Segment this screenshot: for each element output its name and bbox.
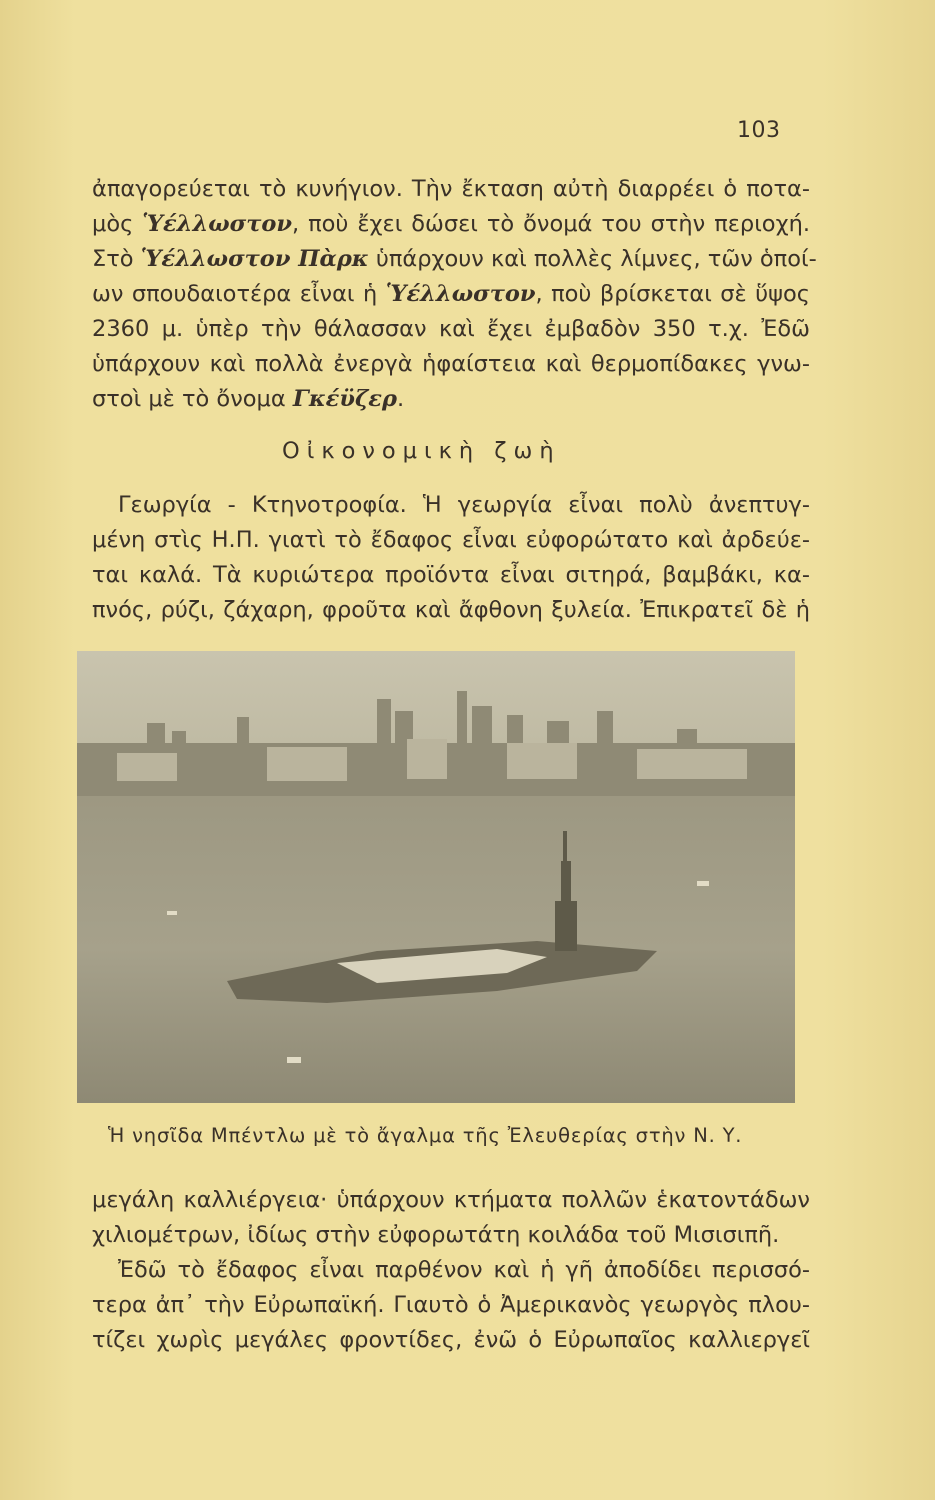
photo-illustration [77,651,795,1103]
text-line: μεγάλη καλλιέργεια· ὑπάρχουν κτήματα πολλῶν ἑκατοντάδων [92,1187,810,1213]
text-line: ὑπάρχουν καὶ πολλὰ ἐνεργὰ ἡφαίστεια καὶ θερμοπίδακες γνω- [92,351,810,377]
figure-caption: Ἡ νησῖδα Μπέντλω μὲ τὸ ἄγαλμα τῆς Ἐλευθερίας στὴν Ν. Υ. [108,1124,743,1147]
text-line: χιλιομέτρων, ἰδίως στὴν εὐφορωτάτη κοιλάδα τοῦ Μισισιπῆ. [92,1222,780,1248]
text-line: τίζει χωρὶς μεγάλες φροντίδες, ἐνῶ ὁ Εὐρωπαῖος καλλιεργεῖ [92,1327,810,1353]
text-line: Στὸ Ὑέλλωστον Πὰρκ ὑπάρχουν καὶ πολλὲς λίμνες, τῶν ὁποί- [92,246,817,272]
text-line: μὸς Ὑέλλωστον, ποὺ ἔχει δώσει τὸ ὄνομά του στὴν περιοχή. [92,211,810,237]
place-name: Ὑέλλωστον [142,211,292,237]
text-line: στοὶ μὲ τὸ ὄνομα Γκέϋζερ. [92,386,405,412]
text-line: 2360 μ. ὑπὲρ τὴν θάλασσαν καὶ ἔχει ἐμβαδὸν 350 τ.χ. Ἐδῶ [92,316,810,342]
place-name: Γκέϋζερ [292,386,397,412]
place-name: Ὑέλλωστον Πὰρκ [140,246,369,272]
text-line: πνός, ρύζι, ζάχαρη, φροῦτα καὶ ἄφθονη ξυλεία. Ἐπικρατεῖ δὲ ἡ [92,597,810,623]
text-line: ων σπουδαιοτέρα εἶναι ἡ Ὑέλλωστον, ποὺ βρίσκεται σὲ ὕψος [92,281,810,307]
text-line: τερα ἀπ᾽ τὴν Εὐρωπαϊκή. Γιαυτὸ ὁ Ἀμερικανὸς γεωργὸς πλου- [92,1292,810,1318]
text-line: Γεωργία - Κτηνοτροφία. Ἡ γεωργία εἶναι πολὺ ἀνεπτυγ- [118,492,810,518]
text-line: Ἐδῶ τὸ ἔδαφος εἶναι παρθένον καὶ ἡ γῆ ἀποδίδει περισσό- [118,1257,810,1283]
text-line: ἀπαγορεύεται τὸ κυνήγιον. Τὴν ἔκταση αὐτὴ διαρρέει ὁ ποτα- [92,176,810,202]
place-name: Ὑέλλωστον [385,281,536,307]
section-heading: Οἰκονομικὴ ζωὴ [282,438,561,464]
page-number: 103 [737,118,781,143]
photograph-statue-of-liberty [77,651,795,1103]
text-line: ται καλά. Τὰ κυριώτερα προϊόντα εἶναι σιτηρά, βαμβάκι, κα- [92,562,810,588]
text-line: μένη στὶς Η.Π. γιατὶ τὸ ἔδαφος εἶναι εὐφορώτατο καὶ ἀρδεύε- [92,527,810,553]
